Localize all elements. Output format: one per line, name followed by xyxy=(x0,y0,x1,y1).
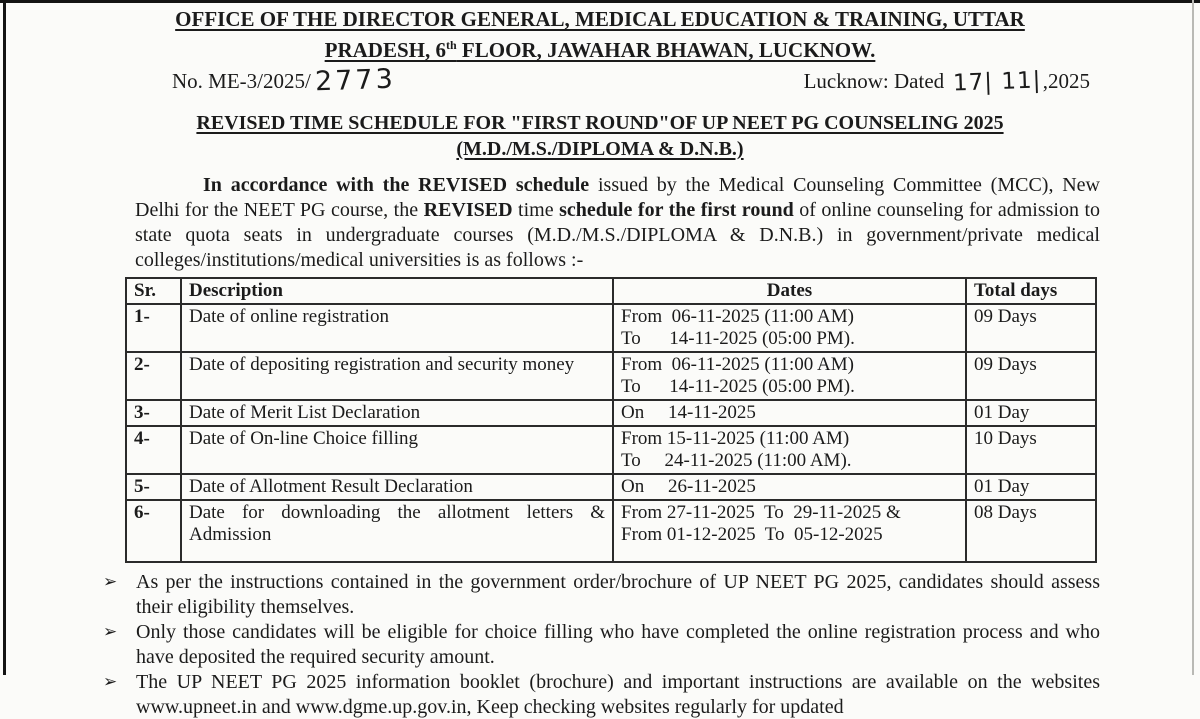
arrow-bullet-icon: ➢ xyxy=(103,622,118,642)
intro-seg2: issued by the Medical Counseling Committee (MCC), New Delhi for the NEET PG course, the xyxy=(135,174,1100,221)
dated-line xyxy=(803,67,1090,97)
dates-line-1: On 26-11-2025 xyxy=(621,476,756,497)
table-row xyxy=(126,400,1096,426)
cell-description: Date for downloading the allotment letters & Admission xyxy=(181,500,613,562)
office-title-line2-post: FLOOR, JAWAHAR BHAWAN, LUCKNOW. xyxy=(456,38,876,62)
cell-dates xyxy=(613,304,966,352)
cell-dates xyxy=(613,352,966,400)
cell-total-days: 08 Days xyxy=(966,500,1096,562)
header-description: Description xyxy=(181,278,613,304)
cell-dates xyxy=(613,400,966,426)
office-title-line2-pre: PRADESH, 6 xyxy=(324,38,446,62)
reference-row xyxy=(172,64,1090,98)
reference-number-label: No. ME-3/2025/ xyxy=(172,69,311,93)
cell-sr: 5- xyxy=(126,474,181,500)
cell-total-days: 10 Days xyxy=(966,426,1096,474)
notice-title: REVISED TIME SCHEDULE FOR "FIRST ROUND"OF UP NEET PG COUNSELING 2025 xyxy=(196,112,1004,134)
cell-total-days: 01 Day xyxy=(966,400,1096,426)
dates-line-2: To 24-11-2025 (11:00 AM). xyxy=(621,450,852,471)
office-title-line1: OFFICE OF THE DIRECTOR GENERAL, MEDICAL EDUCATION & TRAINING, UTTAR xyxy=(175,7,1025,31)
dates-line-2: From 01-12-2025 To 05-12-2025 xyxy=(621,524,883,545)
intro-seg5: schedule for the first round xyxy=(559,199,794,221)
table-row xyxy=(126,426,1096,474)
notice-subtitle: (M.D./M.S./DIPLOMA & D.N.B.) xyxy=(456,138,744,160)
header-total-days: Total days xyxy=(966,278,1096,304)
cell-description: Date of On-line Choice filling xyxy=(181,426,613,474)
cell-sr: 1- xyxy=(126,304,181,352)
handwritten-reference-number: 2773 xyxy=(314,63,397,98)
note-item xyxy=(103,620,1100,669)
dated-label: Lucknow: Dated xyxy=(803,69,945,93)
dates-line-1: On 14-11-2025 xyxy=(621,402,756,423)
cell-description: Date of Allotment Result Declaration xyxy=(181,474,613,500)
dated-year: ,2025 xyxy=(1042,69,1090,93)
cell-sr: 4- xyxy=(126,426,181,474)
reference-number xyxy=(172,63,397,98)
cell-total-days: 01 Day xyxy=(966,474,1096,500)
intro-seg3: REVISED xyxy=(423,199,513,221)
intro-seg1: In accordance with the REVISED schedule xyxy=(203,174,590,196)
table-row xyxy=(126,352,1096,400)
arrow-bullet-icon: ➢ xyxy=(103,572,118,592)
cell-sr: 3- xyxy=(126,400,181,426)
intro-paragraph xyxy=(135,173,1100,273)
cell-sr: 6- xyxy=(126,500,181,562)
notes-list xyxy=(103,570,1100,719)
office-title-line2 xyxy=(0,32,1200,63)
cell-dates xyxy=(613,500,966,562)
intro-seg4: time xyxy=(512,199,560,221)
dates-line-1: From 27-11-2025 To 29-11-2025 & xyxy=(621,502,901,523)
cell-total-days: 09 Days xyxy=(966,352,1096,400)
cell-description: Date of depositing registration and security money xyxy=(181,352,613,400)
cell-total-days: 09 Days xyxy=(966,304,1096,352)
title-block xyxy=(0,110,1200,162)
cell-dates xyxy=(613,474,966,500)
note-text: As per the instructions contained in the government order/brochure of UP NEET PG 2025, candidates should assess their eligibility themselves. xyxy=(136,571,1100,618)
table-row xyxy=(126,474,1096,500)
cell-dates xyxy=(613,426,966,474)
note-item xyxy=(103,570,1100,619)
header-sr: Sr. xyxy=(126,278,181,304)
note-text: The UP NEET PG 2025 information booklet (brochure) and important instructions are available on the websites www.upneet.in and www.dgme.up.gov.in, Keep checking websites regularly for updated xyxy=(136,671,1100,718)
handwritten-date: 17| 11| xyxy=(952,67,1043,97)
dates-line-1: From 15-11-2025 (11:00 AM) xyxy=(621,428,850,449)
cell-sr: 2- xyxy=(126,352,181,400)
table-header-row xyxy=(126,278,1096,304)
dates-line-1: From 06-11-2025 (11:00 AM) xyxy=(621,306,854,327)
schedule-table xyxy=(125,277,1097,563)
letterhead xyxy=(0,6,1200,63)
note-text: Only those candidates will be eligible for choice filling who have completed the online registration process and who have deposited the required security amount. xyxy=(136,621,1100,668)
note-item xyxy=(103,670,1100,719)
table-row xyxy=(126,500,1096,562)
dates-line-1: From 06-11-2025 (11:00 AM) xyxy=(621,354,854,375)
header-dates: Dates xyxy=(613,278,966,304)
cell-description: Date of online registration xyxy=(181,304,613,352)
dates-line-2: To 14-11-2025 (05:00 PM). xyxy=(621,328,855,349)
intro-seg6: of online counseling for admission to state quota seats in undergraduate courses (M.D./M.S./DIPLOMA & D.N.B.) in government/private medical colleges/institutions/medical universities is as follows :- xyxy=(135,199,1100,271)
ordinal-suffix: th xyxy=(446,38,457,52)
cell-description: Date of Merit List Declaration xyxy=(181,400,613,426)
table-row xyxy=(126,304,1096,352)
arrow-bullet-icon: ➢ xyxy=(103,672,118,692)
dates-line-2: To 14-11-2025 (05:00 PM). xyxy=(621,376,855,397)
